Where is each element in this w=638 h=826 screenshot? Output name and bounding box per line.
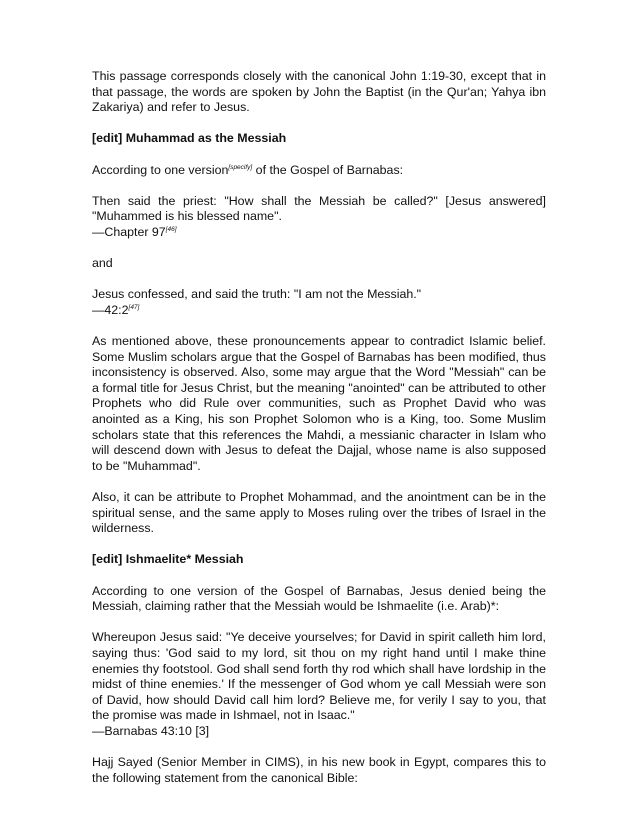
citation-42-2 xyxy=(92,303,546,319)
spacer xyxy=(92,537,546,553)
version-text-end: of the Gospel of Barnabas: xyxy=(252,162,404,177)
intro-paragraph: This passage corresponds closely with the canonical John 1:19-30, except that in that passage, the words are spoken by John the Baptist (in the Qur'an; Yahya ibn Zakariya) and refer to Jesus. xyxy=(92,69,546,115)
footnote-46: [46] xyxy=(165,225,177,233)
spacer xyxy=(92,319,546,335)
citation-chapter-97 xyxy=(92,225,546,241)
quote-chapter-97: Then said the priest: "How shall the Messiah be called?" [Jesus answered] "Muhammed is his blessed name". xyxy=(92,193,546,224)
spacer xyxy=(92,178,546,194)
spacer xyxy=(92,740,546,756)
spacer xyxy=(92,147,546,163)
and-text: and xyxy=(92,256,113,271)
spacer xyxy=(92,568,546,584)
citation-text: —42:2 xyxy=(92,302,129,317)
spacer xyxy=(92,241,546,257)
specify-footnote: [specify] xyxy=(228,163,253,171)
spacer xyxy=(92,116,546,132)
version-paragraph xyxy=(92,163,546,179)
attribution-paragraph: Also, it can be attribute to Prophet Mohammad, and the anointment can be in the spiritual sense, and the same apply to Moses ruling over the tribes of Israel in the wilderness. xyxy=(92,490,546,536)
citation-text: —Chapter 97 xyxy=(92,224,166,239)
discussion-paragraph: As mentioned above, these pronouncements appear to contradict Islamic belief. Some Muslim scholars argue that the Gospel of Barnabas has been modified, thus inconsistency is observed. Also, some may argue that the Word "Messiah" can be a formal title for Jesus Christ, but the meaning "anointed" can be attributed to other Prophets who did Rule over communities, such as Prophet David who was anointed as a King, his son Prophet Solomon who is a King, too. Some Muslim scholars state that this references the Mahdi, a messianic character in Islam who will descend down with Jesus to defeat the Dajjal, whose name is also supposed to be "Muhammad". xyxy=(92,334,546,473)
spacer xyxy=(92,474,546,490)
version-text: According to one version xyxy=(92,162,229,177)
hajj-sayed-paragraph: Hajj Sayed (Senior Member in CIMS), in his new book in Egypt, compares this to the following statement from the canonical Bible: xyxy=(92,755,546,785)
section-heading-messiah: [edit] Muhammad as the Messiah xyxy=(92,131,287,146)
quote-barnabas-43-10: Whereupon Jesus said: "Ye deceive yourselves; for David in spirit calleth him lord, saying thus: 'God said to my lord, sit thou on my right hand until I make thine enemies thy footstool. God shall send forth thy rod which shall have lordship in the midst of thine enemies.' If the messenger of God whom ye call Messiah were son of David, how should David call him lord? Believe me, for verily I say to you, that the promise was made in Ishmael, not in Isaac." xyxy=(92,630,546,723)
citation-barnabas-43-10: —Barnabas 43:10 [3] xyxy=(92,723,210,738)
spacer xyxy=(92,272,546,288)
ishmaelite-intro-paragraph: According to one version of the Gospel of Barnabas, Jesus denied being the Messiah, claiming rather that the Messiah would be Ishmaelite (i.e. Arab)*: xyxy=(92,583,546,614)
quote-42-2: Jesus confessed, and said the truth: "I am not the Messiah." xyxy=(92,287,422,302)
spacer xyxy=(92,615,546,631)
section-heading-ishmaelite: [edit] Ishmaelite* Messiah xyxy=(92,552,244,567)
footnote-47: [47] xyxy=(128,303,140,311)
